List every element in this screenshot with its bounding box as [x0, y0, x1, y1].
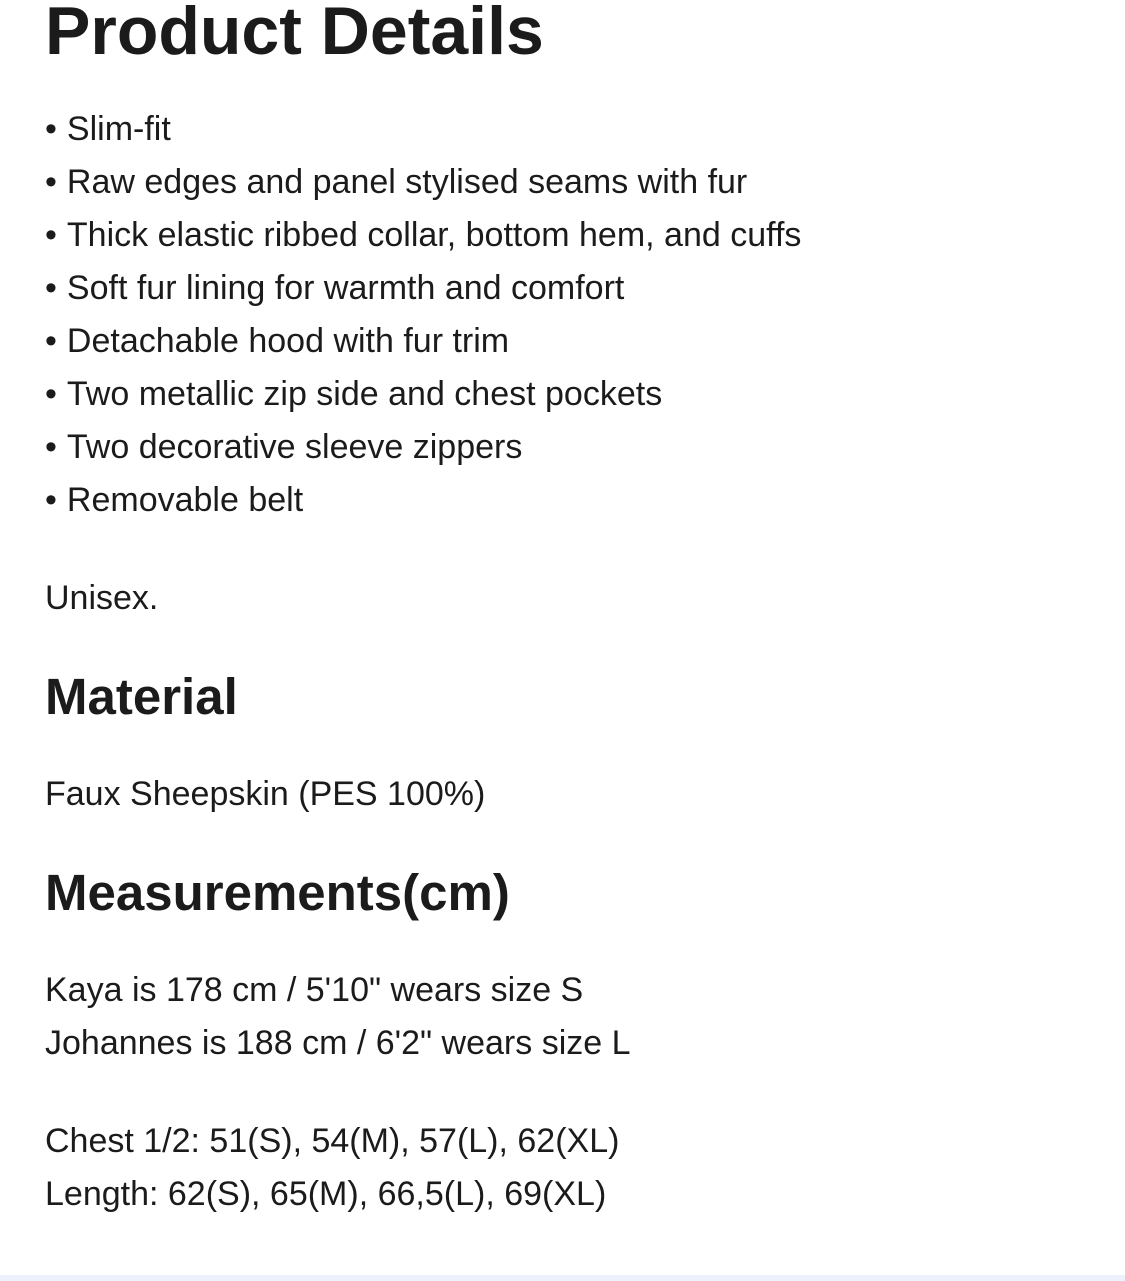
material-heading: Material: [45, 668, 238, 725]
bullet-marker: •: [45, 322, 57, 360]
feature-item: [45, 103, 1085, 156]
feature-text: Slim-fit: [66, 110, 171, 148]
bullet-marker: •: [45, 216, 57, 254]
feature-text: Soft fur lining for warmth and comfort: [66, 269, 625, 307]
feature-item: [45, 474, 1085, 527]
bullet-marker: •: [45, 269, 57, 307]
measurements-heading: Measurements(cm): [45, 864, 510, 921]
size-table-block: [45, 1115, 1085, 1221]
bullet-marker: •: [45, 110, 57, 148]
feature-item: [45, 421, 1085, 474]
model-info-block: [45, 964, 1085, 1070]
feature-item: [45, 262, 1085, 315]
feature-item: [45, 156, 1085, 209]
feature-text: Two metallic zip side and chest pockets: [66, 375, 663, 413]
material-value: Faux Sheepskin (PES 100%): [45, 775, 486, 813]
feature-text: Removable belt: [66, 481, 304, 519]
feature-text: Raw edges and panel stylised seams with fur: [66, 163, 748, 201]
bottom-edge-bar: [0, 1275, 1125, 1281]
feature-item: [45, 315, 1085, 368]
model-info-line: Kaya is 178 cm / 5'10" wears size S: [45, 971, 584, 1009]
size-row-chest: Chest 1/2: 51(S), 54(M), 57(L), 62(XL): [45, 1122, 620, 1160]
unisex-note: Unisex.: [45, 579, 159, 617]
bullet-marker: •: [45, 163, 57, 201]
bullet-marker: •: [45, 428, 57, 466]
feature-text: Detachable hood with fur trim: [66, 322, 510, 360]
product-features-list: [45, 103, 1085, 527]
feature-text: Two decorative sleeve zippers: [66, 428, 523, 466]
feature-item: [45, 368, 1085, 421]
product-details-heading: Product Details: [45, 0, 544, 69]
bullet-marker: •: [45, 481, 57, 519]
bullet-marker: •: [45, 375, 57, 413]
size-row-length: Length: 62(S), 65(M), 66,5(L), 69(XL): [45, 1175, 607, 1213]
feature-item: [45, 209, 1085, 262]
feature-text: Thick elastic ribbed collar, bottom hem, and cuffs: [66, 216, 802, 254]
model-info-line: Johannes is 188 cm / 6'2" wears size L: [45, 1024, 631, 1062]
